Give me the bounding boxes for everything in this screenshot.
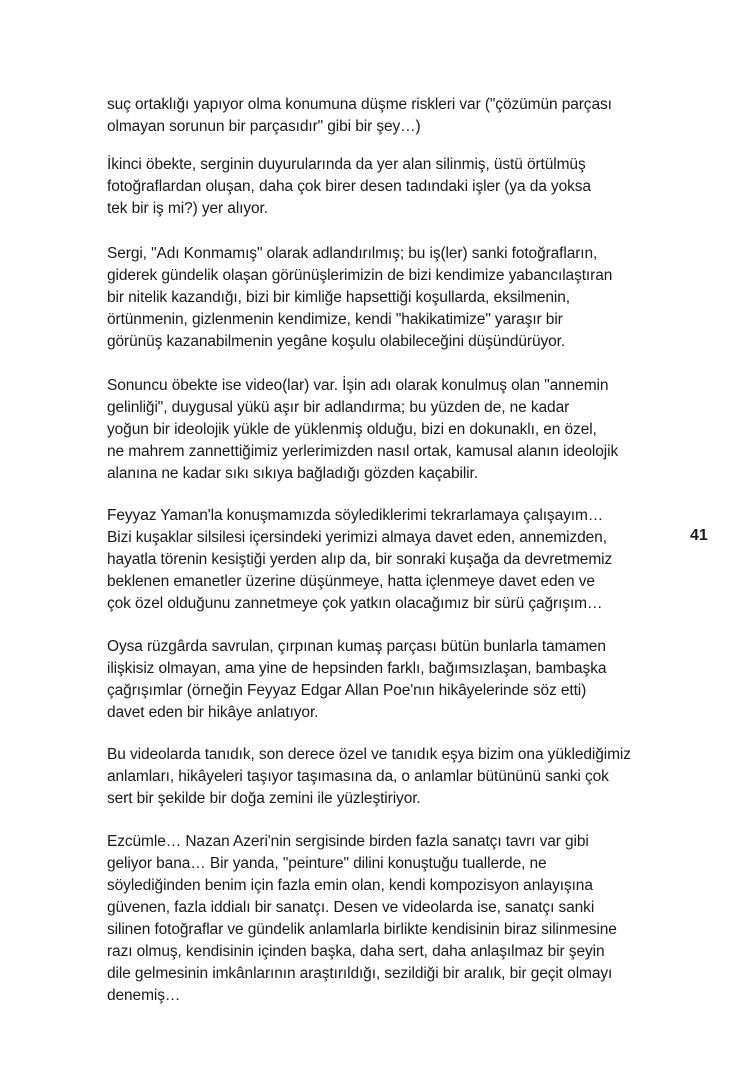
text-line: sert bir şekilde bir doğa zemini ile yüzleştiriyor.	[107, 790, 421, 807]
text-line: Bizi kuşaklar silsilesi içersindeki yerimizi almaya davet eden, annemizden,	[107, 529, 607, 546]
text-line: geliyor bana… Bir yanda, "peinture" dilini konuştuğu tuallerde, ne	[107, 855, 547, 872]
text-line: güvenen, fazla iddialı bir sanatçı. Desen ve videolarda ise, sanatçı sanki	[107, 899, 595, 916]
text-line: Sonuncu öbekte ise video(lar) var. İşin adı olarak konulmuş olan "annemin	[107, 377, 609, 394]
paragraph-5	[107, 505, 612, 615]
text-line: dile gelmesinin imkânlarının araştırıldığı, sezildiği bir aralık, bir geçit olmayı	[107, 965, 613, 982]
text-line: Ezcümle… Nazan Azeri'nin sergisinde birden fazla sanatçı tavrı var gibi	[107, 833, 589, 850]
text-line: ilişkisiz olmayan, ama yine de hepsinden farklı, bağımsızlaşan, bambaşka	[107, 660, 607, 677]
text-line: çok özel olduğunu zannetmeye çok yatkın olacağımız bir sürü çağrışım…	[107, 595, 603, 612]
text-line: Sergi, "Adı Konmamış" olarak adlandırılmış; bu iş(ler) sanki fotoğrafların,	[107, 245, 598, 262]
paragraph-6	[107, 636, 606, 724]
paragraph-4	[107, 375, 618, 485]
text-line: Oysa rüzgârda savrulan, çırpınan kumaş parçası bütün bunlarla tamamen	[107, 638, 606, 655]
text-line: gelinliği", duygusal yükü aşır bir adlandırma; bu yüzden de, ne kadar	[107, 399, 570, 416]
text-line: İkinci öbekte, serginin duyurularında da yer alan silinmiş, üstü örtülmüş	[107, 156, 586, 173]
text-line: suç ortaklığı yapıyor olma konumuna düşme riskleri var ("çözümün parçası	[107, 96, 612, 113]
text-line: denemiş…	[107, 987, 181, 1004]
paragraph-1	[107, 94, 612, 138]
text-line: davet eden bir hikâye anlatıyor.	[107, 704, 319, 721]
text-line: hayatla törenin kesiştiği yerden alıp da, bir sonraki kuşağa da devretmemiz	[107, 551, 613, 568]
text-line: çağrışımlar (örneğin Feyyaz Edgar Allan Poe'nın hikâyelerinde söz etti)	[107, 682, 587, 699]
text-line: fotoğraflardan oluşan, daha çok birer desen tadındaki işler (ya da yoksa	[107, 178, 591, 195]
text-line: Feyyaz Yaman'la konuşmamızda söylediklerimi tekrarlamaya çalışayım…	[107, 507, 604, 524]
text-line: yoğun bir ideolojik yükle de yüklenmiş olduğu, bizi en dokunaklı, en özel,	[107, 421, 597, 438]
paragraph-8	[107, 831, 617, 1007]
text-line: tek bir iş mi?) yer alıyor.	[107, 200, 268, 217]
text-line: görünüş kazanabilmenin yegâne koşulu olabileceğini düşündürüyor.	[107, 333, 566, 350]
text-line: ne mahrem zannettiğimiz yerlerimizden nasıl ortak, kamusal alanın ideolojik	[107, 443, 619, 460]
text-line: anlamları, hikâyeleri taşıyor taşımasına da, o anlamlar bütününü sanki çok	[107, 768, 609, 785]
text-line: bir nitelik kazandığı, bizi bir kimliğe hapsettiği koşullarda, eksilmenin,	[107, 289, 570, 306]
text-line: Bu videolarda tanıdık, son derece özel ve tanıdık eşya bizim ona yüklediğimiz	[107, 746, 631, 763]
text-line: silinen fotoğraflar ve gündelik anlamlarla birlikte kendisinin biraz silinmesine	[107, 921, 617, 938]
text-line: giderek gündelik olaşan görünüşlerimizin de bizi kendimize yabancılaştıran	[107, 267, 613, 284]
text-line: olmayan sorunun bir parçasıdır" gibi bir şey…)	[107, 118, 421, 135]
paragraph-7	[107, 744, 631, 810]
page-number: 41	[690, 527, 708, 544]
text-line: söylediğinden benim için fazla emin olan, kendi kompozisyon anlayışına	[107, 877, 593, 894]
paragraph-3	[107, 243, 612, 353]
text-line: beklenen emanetler üzerine düşünmeye, hatta içlenmeye davet eden ve	[107, 573, 595, 590]
paragraph-2	[107, 154, 591, 220]
text-line: razı olmuş, kendisinin içinden başka, daha sert, daha anlaşılmaz bir şeyin	[107, 943, 605, 960]
text-line: alanına ne kadar sıkı sıkıya bağladığı gözden kaçabilir.	[107, 465, 478, 482]
text-line: örtünmenin, gizlenmenin kendimize, kendi "hakikatimize" yaraşır bir	[107, 311, 563, 328]
